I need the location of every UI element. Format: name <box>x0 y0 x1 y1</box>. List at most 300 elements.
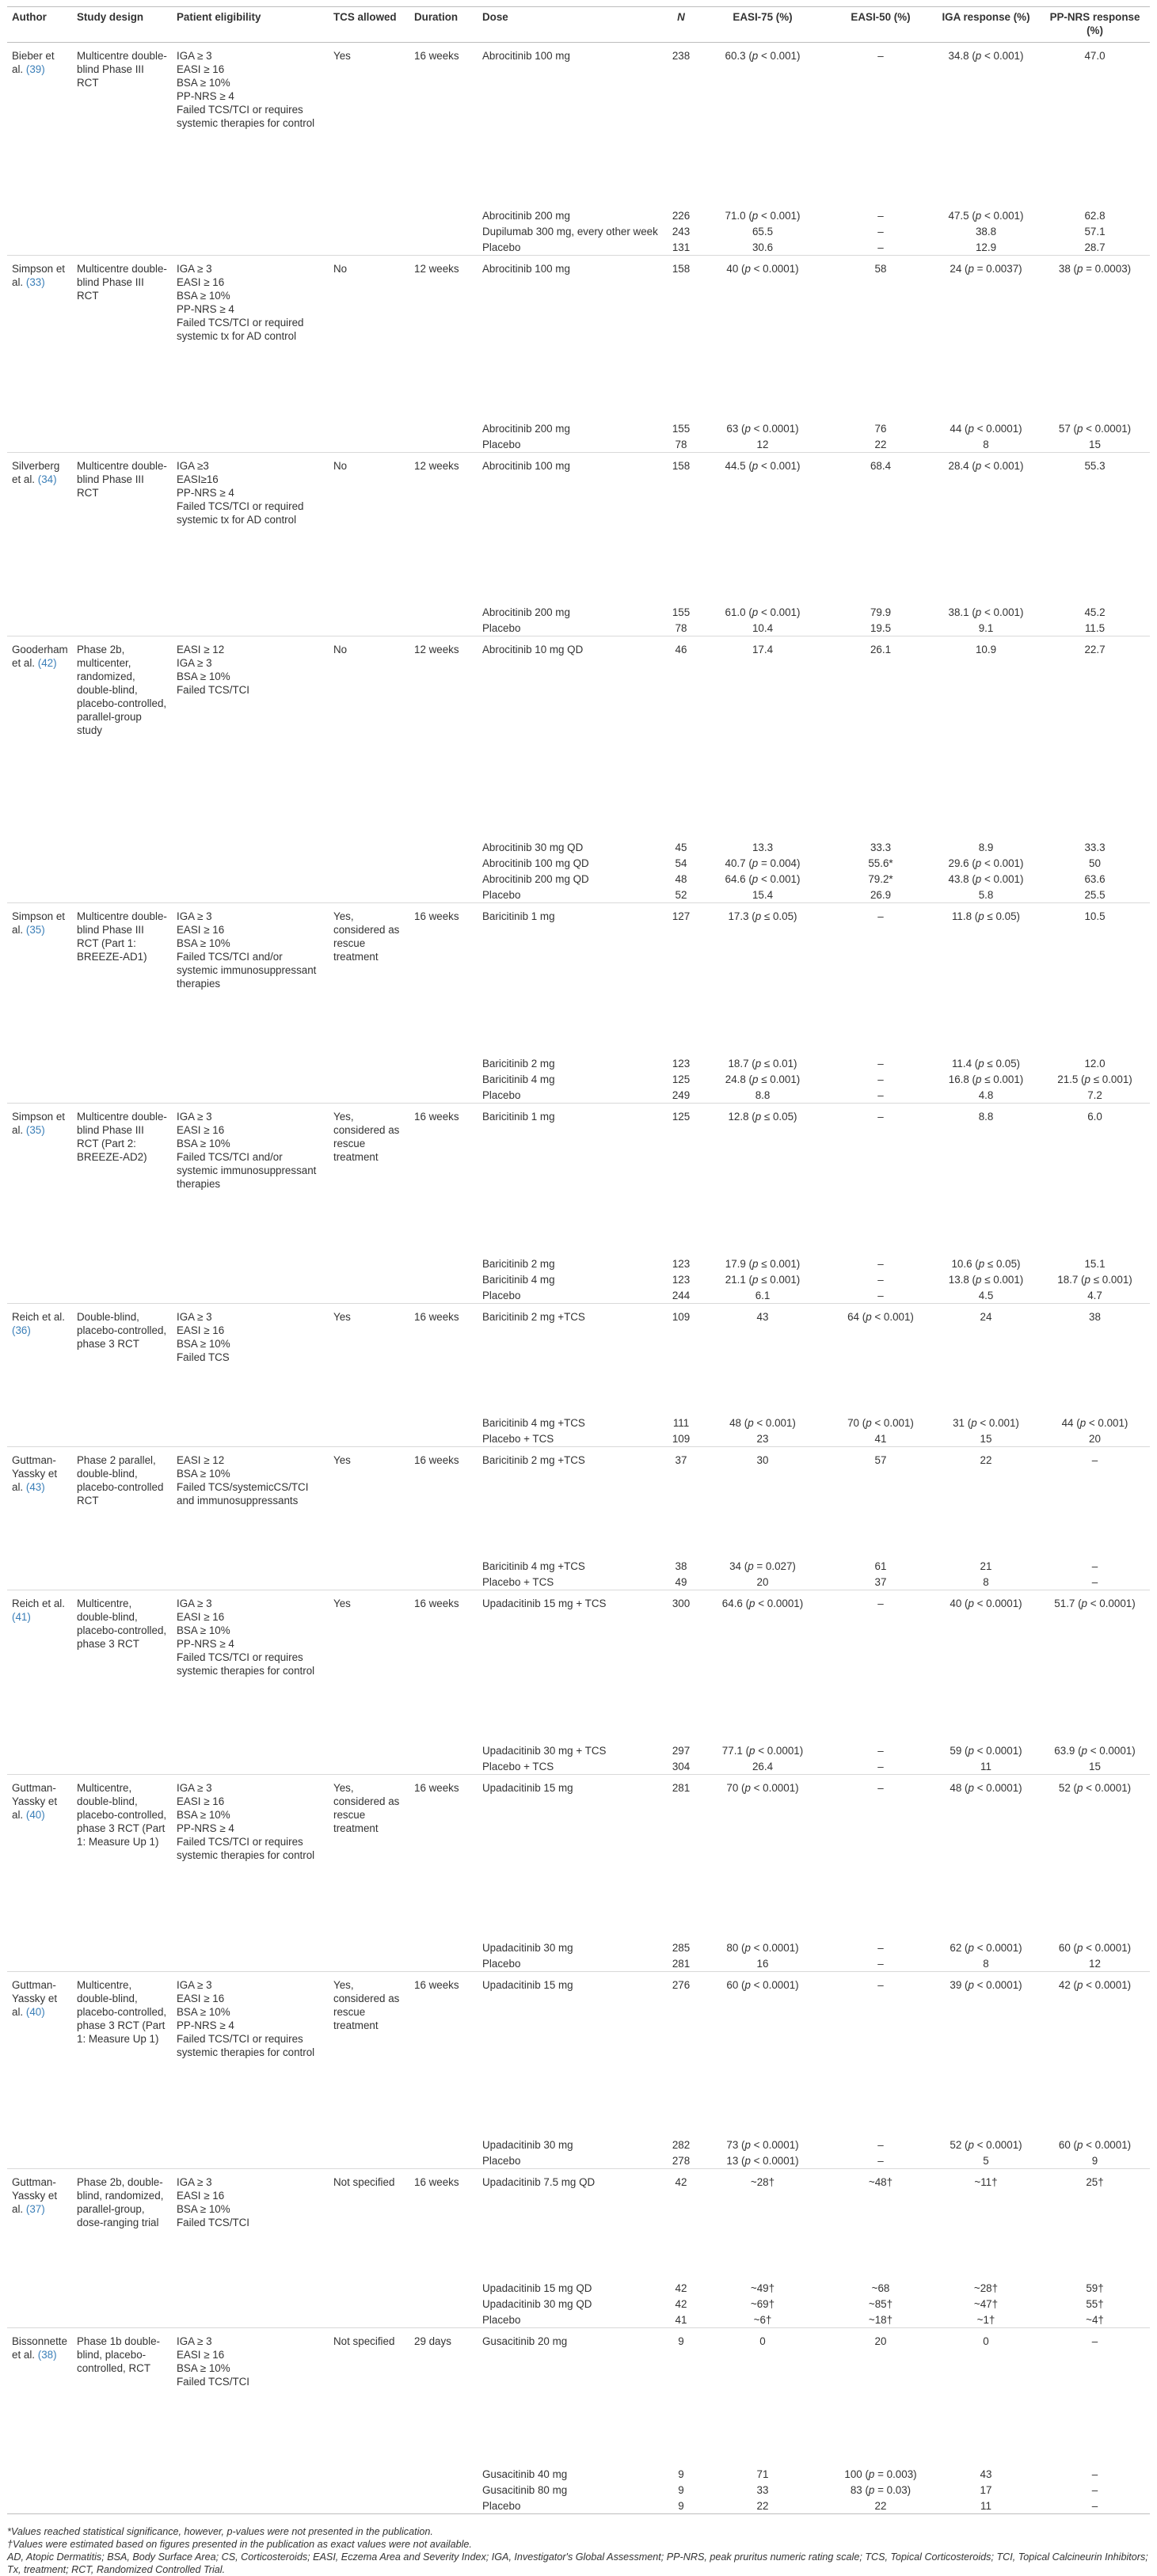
table-row <box>7 1972 1150 2137</box>
reference-link[interactable]: (40) <box>25 1809 45 1821</box>
ppnrs-cell: 15.1 <box>1084 1258 1106 1270</box>
ppnrs-cell: 45.2 <box>1084 606 1106 618</box>
iga-cell: 28.4 (p < 0.001) <box>932 453 1040 605</box>
easi75-cell: ~6† <box>753 2314 772 2326</box>
empty-cell <box>7 620 72 636</box>
easi50-cell: 76 <box>874 423 887 435</box>
n-cell: 281 <box>672 1958 691 1970</box>
easi50-cell: – <box>877 1290 884 1301</box>
empty-cell <box>72 1071 172 1087</box>
eligibility-criterion: Failed TCS/TCI or requires systemic therapies for control <box>177 104 315 129</box>
n-cell: 48 <box>675 873 687 885</box>
easi75-cell: 65.5 <box>752 226 774 237</box>
table-row <box>7 2328 1150 2467</box>
dose-cell: Upadacitinib 15 mg <box>478 1972 666 2137</box>
easi50-cell: 55.6* <box>868 857 893 869</box>
empty-cell <box>72 1558 172 1574</box>
dose-cell: Baricitinib 2 mg +TCS <box>478 1304 666 1415</box>
empty-cell <box>329 1256 409 1271</box>
empty-cell <box>409 1287 478 1304</box>
author-cell <box>7 1972 72 2137</box>
table-container <box>7 6 1150 2576</box>
table-row <box>7 2152 1150 2169</box>
n-cell: 49 <box>675 1576 687 1588</box>
header-study-design: Study design <box>72 7 172 43</box>
iga-cell: 24 (p = 0.0037) <box>932 256 1040 421</box>
table-row <box>7 2482 1150 2498</box>
eligibility-criterion: EASI ≥ 16 <box>177 276 225 288</box>
eligibility-criterion: Failed TCS/TCI and/or systemic immunosuppressant therapies <box>177 1151 317 1190</box>
reference-link[interactable]: (39) <box>25 63 45 75</box>
empty-cell <box>7 604 72 620</box>
table-row <box>7 855 1150 871</box>
empty-cell <box>329 239 409 256</box>
dose-cell: Upadacitinib 15 mg + TCS <box>478 1590 666 1743</box>
empty-cell <box>172 887 329 903</box>
empty-cell <box>172 1940 329 1955</box>
n-cell: 46 <box>666 636 696 840</box>
iga-cell: 52 (p < 0.0001) <box>950 2139 1022 2151</box>
reference-link[interactable]: (36) <box>12 1324 31 1336</box>
eligibility-criterion: IGA ≥ 3 <box>177 657 212 669</box>
eligibility-criterion: BSA ≥ 10% <box>177 77 230 89</box>
reference-link[interactable]: (33) <box>25 276 45 288</box>
n-cell: 123 <box>672 1258 691 1270</box>
author-name: Bieber et al. <box>12 50 55 75</box>
iga-cell: 38.1 (p < 0.001) <box>948 606 1024 618</box>
empty-cell <box>409 239 478 256</box>
eligibility-cell <box>172 256 329 421</box>
n-cell: 300 <box>666 1590 696 1743</box>
reference-link[interactable]: (42) <box>37 657 57 669</box>
dose-cell: Baricitinib 4 mg +TCS <box>482 1417 585 1429</box>
easi75-cell: 63 (p < 0.0001) <box>726 423 799 435</box>
eligibility-criterion: Failed TCS/TCI <box>177 2217 250 2228</box>
empty-cell <box>172 1742 329 1758</box>
empty-cell <box>329 887 409 903</box>
n-cell: 155 <box>672 606 691 618</box>
tcs-allowed-cell: Yes <box>329 43 409 208</box>
duration-cell: 12 weeks <box>409 453 478 605</box>
easi50-cell: ~85† <box>868 2298 893 2310</box>
ppnrs-cell: – <box>1091 2484 1098 2496</box>
empty-cell <box>329 207 409 223</box>
dose-cell: Abrocitinib 200 mg <box>482 606 570 618</box>
easi50-cell: – <box>877 2155 884 2167</box>
empty-cell <box>7 1087 72 1104</box>
dose-cell: Gusacitinib 40 mg <box>482 2468 568 2480</box>
iga-cell: 62 (p < 0.0001) <box>950 1942 1022 1954</box>
empty-cell <box>409 839 478 855</box>
empty-cell <box>172 420 329 436</box>
empty-cell <box>409 1574 478 1590</box>
dose-cell: Placebo + TCS <box>482 1761 554 1772</box>
author-name: Guttman-Yassky et al. <box>12 2176 58 2215</box>
eligibility-criterion: PP-NRS ≥ 4 <box>177 303 234 315</box>
empty-cell <box>72 855 172 871</box>
dose-cell: Baricitinib 1 mg <box>478 903 666 1056</box>
eligibility-criterion: IGA ≥ 3 <box>177 50 212 62</box>
ppnrs-cell: 63.6 <box>1084 873 1106 885</box>
duration-cell: 16 weeks <box>409 903 478 1056</box>
dose-cell: Abrocitinib 100 mg <box>478 453 666 605</box>
empty-cell <box>7 1430 72 1447</box>
empty-cell <box>72 1955 172 1972</box>
easi50-cell: – <box>877 1942 884 1954</box>
iga-cell: 44 (p < 0.0001) <box>950 423 1022 435</box>
empty-cell <box>409 855 478 871</box>
author-cell <box>7 636 72 840</box>
easi75-cell: 21.1 (p ≤ 0.001) <box>725 1274 801 1286</box>
ppnrs-cell: 12.0 <box>1084 1058 1106 1070</box>
ppnrs-cell: 51.7 (p < 0.0001) <box>1040 1590 1150 1743</box>
iga-cell: 12.9 <box>975 241 997 253</box>
eligibility-criterion: IGA ≥ 3 <box>177 1782 212 1794</box>
empty-cell <box>72 2152 172 2169</box>
dose-cell: Placebo <box>482 2314 521 2326</box>
easi50-cell: 68.4 <box>829 453 932 605</box>
empty-cell <box>329 1742 409 1758</box>
iga-cell: 13.8 (p ≤ 0.001) <box>948 1274 1024 1286</box>
easi75-cell: 16 <box>756 1958 769 1970</box>
table-row <box>7 887 1150 903</box>
easi50-cell: 79.9 <box>870 606 892 618</box>
author-cell <box>7 1447 72 1559</box>
easi50-cell: – <box>877 1258 884 1270</box>
empty-cell <box>409 2137 478 2152</box>
reference-link[interactable]: (41) <box>12 1611 31 1623</box>
ppnrs-cell: 38 <box>1040 1304 1150 1415</box>
eligibility-criterion: EASI ≥ 16 <box>177 1993 225 2004</box>
duration-cell: 16 weeks <box>409 1972 478 2137</box>
dose-cell: Abrocitinib 10 mg QD <box>478 636 666 840</box>
empty-cell <box>172 2312 329 2328</box>
reference-link[interactable]: (40) <box>25 2006 45 2018</box>
eligibility-criterion: PP-NRS ≥ 4 <box>177 1822 234 1834</box>
empty-cell <box>409 207 478 223</box>
empty-cell <box>409 604 478 620</box>
easi50-cell: 83 (p = 0.03) <box>850 2484 912 2496</box>
duration-cell: 29 days <box>409 2328 478 2467</box>
dose-cell: Upadacitinib 7.5 mg QD <box>478 2169 666 2281</box>
iga-cell: 43 <box>980 2468 992 2480</box>
ppnrs-cell: 55† <box>1086 2298 1104 2310</box>
n-cell: 158 <box>666 453 696 605</box>
easi75-cell: 17.9 (p ≤ 0.001) <box>725 1258 801 1270</box>
duration-cell: 16 weeks <box>409 1775 478 1940</box>
empty-cell <box>72 436 172 453</box>
iga-cell: 8 <box>983 1958 989 1970</box>
easi50-cell: – <box>877 1274 884 1286</box>
easi50-cell: – <box>877 1073 884 1085</box>
table-row <box>7 1104 1150 1256</box>
easi75-cell: 64.6 (p < 0.0001) <box>696 1590 829 1743</box>
empty-cell <box>329 223 409 239</box>
easi75-cell: 60 (p < 0.0001) <box>696 1972 829 2137</box>
reference-link[interactable]: (34) <box>37 473 57 485</box>
eligibility-criterion: BSA ≥ 10% <box>177 1468 230 1480</box>
table-row <box>7 1256 1150 1271</box>
table-row <box>7 2137 1150 2152</box>
table-row <box>7 1071 1150 1087</box>
reference-link[interactable]: (38) <box>37 2349 57 2361</box>
empty-cell <box>172 2152 329 2169</box>
easi75-cell: 17.4 <box>696 636 829 840</box>
eligibility-criterion: Failed TCS/TCI or required systemic tx for AD control <box>177 500 304 526</box>
author-cell <box>7 453 72 605</box>
empty-cell <box>7 2280 72 2296</box>
iga-cell: ~47† <box>973 2298 999 2310</box>
n-cell: 45 <box>675 842 687 853</box>
eligibility-criterion: EASI ≥ 12 <box>177 1454 225 1466</box>
table-row <box>7 207 1150 223</box>
empty-cell <box>409 1940 478 1955</box>
easi50-cell: 19.5 <box>870 622 892 634</box>
empty-cell <box>7 839 72 855</box>
easi75-cell: 12 <box>756 439 769 450</box>
n-cell: 238 <box>666 43 696 208</box>
easi75-cell: 40.7 (p = 0.004) <box>725 857 801 869</box>
easi75-cell: 24.8 (p ≤ 0.001) <box>725 1073 801 1085</box>
ppnrs-cell: 28.7 <box>1084 241 1106 253</box>
reference-link[interactable]: (43) <box>25 1481 45 1493</box>
empty-cell <box>409 1430 478 1447</box>
n-cell: 78 <box>675 622 687 634</box>
table-row <box>7 1742 1150 1758</box>
empty-cell <box>172 2498 329 2513</box>
table-row <box>7 256 1150 421</box>
easi75-cell: 26.4 <box>752 1761 774 1772</box>
table-row <box>7 1055 1150 1071</box>
n-cell: 123 <box>672 1274 691 1286</box>
easi50-cell: ~48† <box>829 2169 932 2281</box>
n-cell: 123 <box>672 1058 691 1070</box>
easi75-cell: 61.0 (p < 0.001) <box>725 606 801 618</box>
table-row <box>7 604 1150 620</box>
header-row <box>7 7 1150 43</box>
iga-cell: 10.6 (p ≤ 0.05) <box>951 1258 1021 1270</box>
easi75-cell: 34 (p = 0.027) <box>729 1560 796 1572</box>
empty-cell <box>172 1430 329 1447</box>
empty-cell <box>172 207 329 223</box>
eligibility-cell <box>172 1104 329 1256</box>
easi75-cell: 13.3 <box>752 842 774 853</box>
study-design-cell: Multicentre double-blind Phase III RCT (Part 2: BREEZE-AD2) <box>72 1104 172 1256</box>
ppnrs-cell: 15 <box>1089 1761 1101 1772</box>
eligibility-cell <box>172 1304 329 1415</box>
ppnrs-cell: 50 <box>1089 857 1101 869</box>
ppnrs-cell: – <box>1040 1447 1150 1559</box>
eligibility-criterion: EASI ≥ 16 <box>177 1324 225 1336</box>
eligibility-criterion: EASI ≥ 16 <box>177 63 225 75</box>
eligibility-cell <box>172 43 329 208</box>
study-design-cell: Multicentre, double-blind, placebo-controlled, phase 3 RCT <box>72 1590 172 1743</box>
empty-cell <box>409 2152 478 2169</box>
empty-cell <box>409 1758 478 1775</box>
empty-cell <box>7 871 72 887</box>
dose-cell: Abrocitinib 200 mg <box>482 210 570 222</box>
empty-cell <box>172 1955 329 1972</box>
ppnrs-cell: 33.3 <box>1084 842 1106 853</box>
easi50-cell: ~18† <box>868 2314 893 2326</box>
dose-cell: Placebo <box>482 889 521 901</box>
empty-cell <box>72 1574 172 1590</box>
easi75-cell: 70 (p < 0.0001) <box>696 1775 829 1940</box>
dose-cell: Placebo <box>482 2500 521 2512</box>
easi50-cell: 61 <box>874 1560 887 1572</box>
empty-cell <box>172 1071 329 1087</box>
study-design-cell: Multicentre double-blind Phase III RCT <box>72 453 172 605</box>
empty-cell <box>172 1087 329 1104</box>
easi50-cell: – <box>877 1089 884 1101</box>
ppnrs-cell: 9 <box>1091 2155 1098 2167</box>
empty-cell <box>409 1558 478 1574</box>
empty-cell <box>172 2466 329 2482</box>
dose-cell: Baricitinib 1 mg <box>478 1104 666 1256</box>
easi75-cell: 15.4 <box>752 889 774 901</box>
easi50-cell: – <box>829 1775 932 1940</box>
dose-cell: Placebo <box>482 241 521 253</box>
dose-cell: Gusacitinib 80 mg <box>482 2484 568 2496</box>
n-cell: 281 <box>666 1775 696 1940</box>
n-cell: 282 <box>672 2139 691 2151</box>
n-cell: 285 <box>672 1942 691 1954</box>
empty-cell <box>409 1271 478 1287</box>
eligibility-criterion: PP-NRS ≥ 4 <box>177 2019 234 2031</box>
dose-cell: Placebo <box>482 622 521 634</box>
easi50-cell: 58 <box>829 256 932 421</box>
empty-cell <box>7 2466 72 2482</box>
empty-cell <box>409 1256 478 1271</box>
n-cell: 127 <box>666 903 696 1056</box>
empty-cell <box>329 1271 409 1287</box>
empty-cell <box>329 2152 409 2169</box>
empty-cell <box>329 2466 409 2482</box>
study-design-cell: Multicentre, double-blind, placebo-controlled, phase 3 RCT (Part 1: Measure Up 1) <box>72 1775 172 1940</box>
empty-cell <box>72 2482 172 2498</box>
n-cell: 41 <box>675 2314 687 2326</box>
empty-cell <box>72 1415 172 1430</box>
n-cell: 158 <box>666 256 696 421</box>
duration-cell: 12 weeks <box>409 636 478 840</box>
iga-cell: 5.8 <box>978 889 994 901</box>
n-cell: 9 <box>666 2328 696 2467</box>
empty-cell <box>7 1742 72 1758</box>
empty-cell <box>329 1558 409 1574</box>
empty-cell <box>329 1940 409 1955</box>
reference-link[interactable]: (35) <box>25 1124 45 1136</box>
dose-cell: Upadacitinib 30 mg <box>482 1942 573 1954</box>
dose-cell: Baricitinib 2 mg +TCS <box>478 1447 666 1559</box>
eligibility-criterion: BSA ≥ 10% <box>177 2203 230 2215</box>
author-cell <box>7 1304 72 1415</box>
ppnrs-cell: – <box>1091 1576 1098 1588</box>
table-row <box>7 453 1150 605</box>
empty-cell <box>329 1758 409 1775</box>
table-row <box>7 1758 1150 1775</box>
eligibility-cell <box>172 1775 329 1940</box>
table-row <box>7 839 1150 855</box>
empty-cell <box>7 1558 72 1574</box>
tcs-allowed-cell: No <box>329 636 409 840</box>
empty-cell <box>7 2152 72 2169</box>
iga-cell: 24 <box>932 1304 1040 1415</box>
table-row <box>7 2498 1150 2513</box>
table-row <box>7 1590 1150 1743</box>
dose-cell: Baricitinib 2 mg <box>482 1058 555 1070</box>
ppnrs-cell: 12 <box>1089 1958 1101 1970</box>
iga-cell: 21 <box>980 1560 992 1572</box>
empty-cell <box>409 887 478 903</box>
empty-cell <box>7 2482 72 2498</box>
iga-cell: 38.8 <box>975 226 997 237</box>
empty-cell <box>7 1256 72 1271</box>
author-cell <box>7 43 72 208</box>
n-cell: 276 <box>666 1972 696 2137</box>
easi50-cell: 64 (p < 0.001) <box>829 1304 932 1415</box>
eligibility-criterion: EASI ≥ 16 <box>177 2190 225 2202</box>
easi75-cell: 71 <box>756 2468 769 2480</box>
empty-cell <box>7 1287 72 1304</box>
iga-cell: ~28† <box>973 2282 999 2294</box>
eligibility-criterion: PP-NRS ≥ 4 <box>177 487 234 499</box>
empty-cell <box>172 1256 329 1271</box>
n-cell: 155 <box>672 423 691 435</box>
tcs-allowed-cell: No <box>329 256 409 421</box>
ppnrs-cell: 42 (p < 0.0001) <box>1040 1972 1150 2137</box>
ppnrs-cell: – <box>1040 2328 1150 2467</box>
iga-cell: 47.5 (p < 0.001) <box>948 210 1024 222</box>
easi50-cell: – <box>877 226 884 237</box>
header-easi75: EASI-75 (%) <box>696 7 829 43</box>
empty-cell <box>7 2498 72 2513</box>
easi50-cell: – <box>829 903 932 1056</box>
easi50-cell: – <box>829 1972 932 2137</box>
author-cell <box>7 2328 72 2467</box>
author-name: Reich et al. <box>12 1598 65 1609</box>
empty-cell <box>72 1430 172 1447</box>
empty-cell <box>329 620 409 636</box>
footnote-abbreviations: AD, Atopic Dermatitis; BSA, Body Surface Area; CS, Corticosteroids; EASI, Eczema Area and Severity Index; IGA, Investigator's Global Assessment; PP-NRS, peak pruritus numeric rating scale; TCS, Topical Corticosteroids; TCI, Topical Calcineurin Inhibitors; Tx, treatment; RCT, Randomized Controlled Trial. <box>7 2551 1148 2575</box>
eligibility-cell <box>172 1972 329 2137</box>
empty-cell <box>72 839 172 855</box>
dose-cell: Abrocitinib 100 mg <box>478 256 666 421</box>
reference-link[interactable]: (35) <box>25 924 45 936</box>
iga-cell: 10.9 <box>932 636 1040 840</box>
empty-cell <box>7 2296 72 2312</box>
table-row <box>7 420 1150 436</box>
table-row <box>7 436 1150 453</box>
empty-cell <box>409 1055 478 1071</box>
easi50-cell: 70 (p < 0.001) <box>847 1417 914 1429</box>
dose-cell: Upadacitinib 15 mg QD <box>482 2282 592 2294</box>
author-name: Bissonnette et al. <box>12 2335 67 2361</box>
empty-cell <box>7 2137 72 2152</box>
dose-cell: Placebo + TCS <box>482 1433 554 1445</box>
easi75-cell: 10.4 <box>752 622 774 634</box>
dose-cell: Upadacitinib 15 mg <box>478 1775 666 1940</box>
n-cell: 278 <box>672 2155 691 2167</box>
easi75-cell: 80 (p < 0.0001) <box>726 1942 799 1954</box>
easi75-cell: 13 (p < 0.0001) <box>726 2155 799 2167</box>
empty-cell <box>409 2280 478 2296</box>
table-row <box>7 636 1150 840</box>
empty-cell <box>409 2296 478 2312</box>
reference-link[interactable]: (37) <box>25 2203 45 2215</box>
iga-cell: ~1† <box>976 2314 995 2326</box>
empty-cell <box>329 855 409 871</box>
n-cell: 111 <box>672 1417 690 1429</box>
